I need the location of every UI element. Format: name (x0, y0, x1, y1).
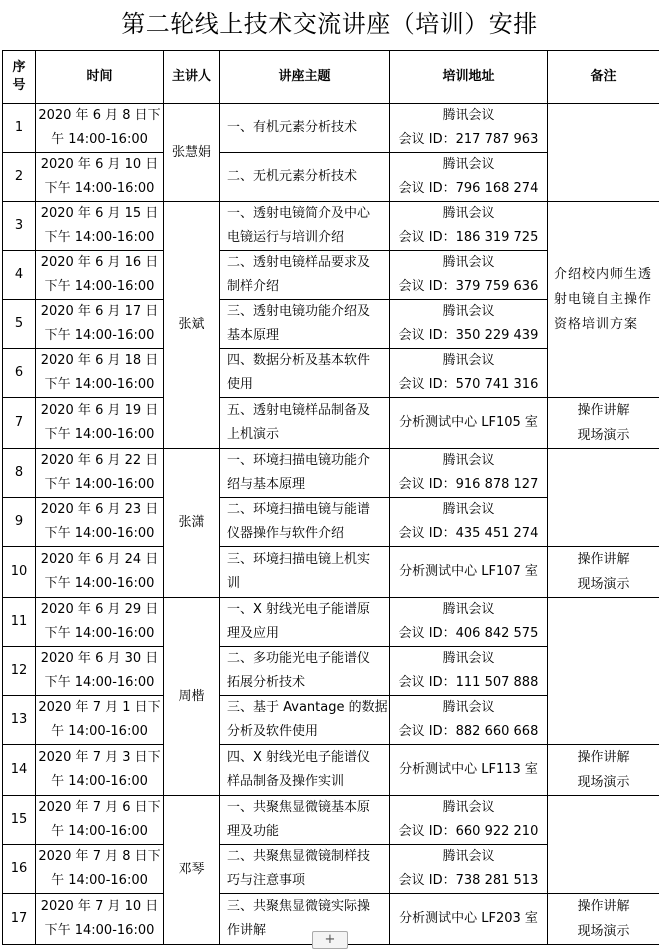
row-note: 操作讲解现场演示 (548, 547, 659, 598)
row-lecturer: 张慧娟 (164, 104, 220, 202)
row-time (36, 696, 164, 745)
row-time (36, 845, 164, 894)
row-number: 8 (3, 449, 36, 498)
header-topic: 讲座主题 (220, 51, 390, 104)
header-no (3, 51, 36, 104)
row-topic (220, 349, 390, 398)
row-topic-line-1: 二、共聚焦显微镜制样技 (227, 849, 371, 864)
row-number: 13 (3, 696, 36, 745)
row-location-line-1: 腾讯会议 (442, 304, 495, 319)
row-location-line-2: 会议 ID：350 229 439 (398, 328, 539, 343)
row-location-line-2: 会议 ID：406 842 575 (398, 626, 539, 641)
row-location-line-1: 腾讯会议 (442, 157, 495, 172)
row-location-line-1: 腾讯会议 (442, 353, 495, 368)
row-time-line-1: 2020 年 6 月 29 日 (40, 602, 159, 617)
row-topic (220, 104, 390, 153)
row-time (36, 796, 164, 845)
row-time (36, 598, 164, 647)
row-location-line-2: 会议 ID：570 741 316 (398, 377, 539, 392)
row-time-line-2: 午 14:00-16:00 (51, 873, 148, 888)
row-topic-line-1: 三、透射电镜功能介绍及 (227, 304, 371, 319)
row-time-line-2: 午 14:00-16:00 (51, 724, 148, 739)
row-time (36, 153, 164, 202)
row-topic (220, 153, 390, 202)
row-location (390, 104, 548, 153)
row-location-line-2: 会议 ID：660 922 210 (398, 824, 539, 839)
row-topic (220, 398, 390, 449)
row-time-line-2: 下午 14:00-16:00 (44, 328, 155, 343)
row-topic-line-2: 电镜运行与培训介绍 (227, 230, 345, 245)
row-note: 操作讲解现场演示 (548, 398, 659, 449)
row-location-line-2: 会议 ID：916 878 127 (398, 477, 539, 492)
row-time (36, 647, 164, 696)
row-location-line-1: 腾讯会议 (442, 453, 495, 468)
row-time-line-2: 下午 14:00-16:00 (44, 675, 155, 690)
row-location (390, 745, 548, 796)
table-row (3, 104, 659, 153)
row-topic-line-1: 四、数据分析及基本软件 (227, 353, 371, 368)
table-row (3, 449, 659, 498)
table-row (3, 202, 659, 251)
row-topic-line-1: 一、有机元素分析技术 (227, 120, 358, 135)
row-time-line-1: 2020 年 7 月 10 日 (40, 899, 159, 914)
row-topic-line-1: 四、X 射线光电子能谱仪 (227, 750, 371, 765)
row-topic (220, 300, 390, 349)
row-time (36, 349, 164, 398)
row-topic-line-2: 使用 (227, 377, 254, 392)
row-topic-line-2: 理及功能 (227, 824, 280, 839)
row-location-line-2: 会议 ID：738 281 513 (398, 873, 539, 888)
row-location-line-2: 会议 ID：379 759 636 (398, 279, 539, 294)
row-location (390, 449, 548, 498)
row-lecturer: 邓琴 (164, 796, 220, 945)
row-number: 4 (3, 251, 36, 300)
row-time-line-2: 午 14:00-16:00 (51, 132, 148, 147)
row-number: 2 (3, 153, 36, 202)
row-number: 5 (3, 300, 36, 349)
row-topic (220, 796, 390, 845)
row-time-line-1: 2020 年 7 月 3 日下 (38, 750, 161, 765)
row-topic (220, 696, 390, 745)
row-topic-line-2: 训 (227, 576, 241, 591)
row-note (548, 598, 659, 745)
row-location-line-1: 分析测试中心 LF203 室 (399, 911, 538, 926)
row-location-line-1: 腾讯会议 (442, 800, 495, 815)
row-location (390, 349, 548, 398)
page-title: 第二轮线上技术交流讲座（培训）安排 (121, 10, 538, 38)
row-topic (220, 894, 390, 945)
row-location-line-1: 分析测试中心 LF107 室 (399, 564, 538, 579)
row-time (36, 547, 164, 598)
row-number: 10 (3, 547, 36, 598)
row-number: 15 (3, 796, 36, 845)
row-time-line-1: 2020 年 6 月 15 日 (40, 206, 159, 221)
row-location-line-2: 会议 ID：435 451 274 (398, 526, 539, 541)
row-topic-line-2: 绍与基本原理 (227, 477, 306, 492)
row-topic (220, 745, 390, 796)
schedule-body (3, 104, 659, 945)
row-location-line-1: 分析测试中心 LF105 室 (399, 415, 538, 430)
header-lecturer: 主讲人 (164, 51, 220, 104)
row-note: 操作讲解现场演示 (548, 894, 659, 945)
row-location-line-2: 会议 ID：186 319 725 (398, 230, 539, 245)
row-topic-line-2: 上机演示 (227, 427, 280, 442)
row-topic-line-2: 基本原理 (227, 328, 280, 343)
row-time-line-1: 2020 年 6 月 10 日 (40, 157, 159, 172)
row-location-line-1: 腾讯会议 (442, 602, 495, 617)
row-location (390, 153, 548, 202)
row-note (548, 104, 659, 202)
header-row (3, 51, 659, 104)
add-button[interactable]: + (312, 931, 348, 949)
row-note: 操作讲解现场演示 (548, 745, 659, 796)
row-time-line-1: 2020 年 7 月 6 日下 (38, 800, 161, 815)
row-time-line-2: 午 14:00-16:00 (51, 824, 148, 839)
row-location-line-2: 会议 ID：796 168 274 (398, 181, 539, 196)
row-time-line-1: 2020 年 6 月 16 日 (40, 255, 159, 270)
row-topic-line-1: 一、环境扫描电镜功能介 (227, 453, 371, 468)
row-location (390, 845, 548, 894)
row-topic-line-1: 三、环境扫描电镜上机实 (227, 552, 371, 567)
row-time-line-1: 2020 年 7 月 8 日下 (38, 849, 161, 864)
row-location (390, 894, 548, 945)
row-time-line-1: 2020 年 6 月 30 日 (40, 651, 159, 666)
row-topic (220, 647, 390, 696)
row-topic-line-2: 拓展分析技术 (227, 675, 306, 690)
row-location (390, 547, 548, 598)
header-location: 培训地址 (390, 51, 548, 104)
row-topic (220, 449, 390, 498)
row-number: 12 (3, 647, 36, 696)
row-topic-line-2: 作讲解 (227, 923, 267, 938)
header-time: 时间 (36, 51, 164, 104)
row-lecturer: 周楷 (164, 598, 220, 796)
header-note: 备注 (548, 51, 659, 104)
row-time-line-2: 下午 14:00-16:00 (44, 626, 155, 641)
row-time-line-2: 下午 14:00-16:00 (44, 477, 155, 492)
row-time (36, 300, 164, 349)
row-time (36, 745, 164, 796)
row-number: 7 (3, 398, 36, 449)
table-row (3, 796, 659, 845)
row-topic-line-1: 三、共聚焦显微镜实际操 (227, 899, 371, 914)
row-topic-line-1: 二、环境扫描电镜与能谱 (227, 502, 371, 517)
row-topic-line-1: 二、多功能光电子能谱仪 (227, 651, 371, 666)
row-topic-line-1: 二、无机元素分析技术 (227, 169, 358, 184)
row-time (36, 894, 164, 945)
row-location-line-2: 会议 ID：111 507 888 (398, 675, 539, 690)
row-time-line-2: 下午 14:00-16:00 (44, 526, 155, 541)
row-number: 11 (3, 598, 36, 647)
row-number: 17 (3, 894, 36, 945)
row-number: 16 (3, 845, 36, 894)
row-time (36, 498, 164, 547)
row-number: 6 (3, 349, 36, 398)
row-topic (220, 845, 390, 894)
row-topic-line-1: 二、透射电镜样品要求及 (227, 255, 371, 270)
row-topic-line-1: 一、共聚焦显微镜基本原 (227, 800, 371, 815)
row-location (390, 696, 548, 745)
row-location (390, 202, 548, 251)
row-location (390, 300, 548, 349)
row-time (36, 398, 164, 449)
row-topic-line-2: 理及应用 (227, 626, 280, 641)
row-number: 14 (3, 745, 36, 796)
header-no-label: 序号 (12, 60, 26, 93)
row-note (548, 796, 659, 894)
row-topic-line-2: 制样介绍 (227, 279, 280, 294)
row-time (36, 251, 164, 300)
row-location (390, 251, 548, 300)
row-location-line-1: 分析测试中心 LF113 室 (399, 762, 538, 777)
table-row (3, 745, 659, 796)
row-lecturer: 张潇 (164, 449, 220, 598)
row-topic-line-2: 分析及软件使用 (227, 724, 319, 739)
row-time-line-2: 下午 14:00-16:00 (44, 279, 155, 294)
row-topic-line-2: 样品制备及操作实训 (227, 774, 345, 789)
row-location-line-1: 腾讯会议 (442, 206, 495, 221)
row-location-line-1: 腾讯会议 (442, 849, 495, 864)
row-time-line-2: 下午 14:00-16:00 (44, 230, 155, 245)
row-time-line-1: 2020 年 7 月 1 日下 (38, 700, 161, 715)
table-row (3, 598, 659, 647)
row-topic-line-2: 巧与注意事项 (227, 873, 306, 888)
row-topic (220, 598, 390, 647)
row-number: 3 (3, 202, 36, 251)
row-topic-line-1: 一、透射电镜简介及中心 (227, 206, 371, 221)
table-row (3, 398, 659, 449)
row-time-line-1: 2020 年 6 月 17 日 (40, 304, 159, 319)
row-location (390, 398, 548, 449)
row-topic (220, 498, 390, 547)
row-location (390, 598, 548, 647)
row-time-line-2: 下午 14:00-16:00 (44, 181, 155, 196)
row-topic (220, 251, 390, 300)
row-topic-line-1: 五、透射电镜样品制备及 (227, 403, 371, 418)
schedule-table (2, 50, 659, 945)
row-time-line-2: 下午 14:00-16:00 (44, 923, 155, 938)
table-row (3, 547, 659, 598)
row-time (36, 104, 164, 153)
row-time-line-2: 午 14:00-16:00 (51, 774, 148, 789)
row-time-line-1: 2020 年 6 月 24 日 (40, 552, 159, 567)
row-location (390, 647, 548, 696)
row-time-line-1: 2020 年 6 月 18 日 (40, 353, 159, 368)
row-location-line-1: 腾讯会议 (442, 651, 495, 666)
row-location-line-1: 腾讯会议 (442, 502, 495, 517)
row-note (548, 449, 659, 547)
row-time-line-1: 2020 年 6 月 19 日 (40, 403, 159, 418)
row-time-line-2: 下午 14:00-16:00 (44, 377, 155, 392)
row-topic (220, 547, 390, 598)
row-location-line-2: 会议 ID：217 787 963 (398, 132, 539, 147)
row-location-line-1: 腾讯会议 (442, 108, 495, 123)
row-location-line-2: 会议 ID：882 660 668 (398, 724, 539, 739)
row-location (390, 796, 548, 845)
row-topic-line-1: 三、基于 Avantage 的数据 (227, 700, 388, 715)
row-number: 9 (3, 498, 36, 547)
row-location-line-1: 腾讯会议 (442, 255, 495, 270)
row-time-line-1: 2020 年 6 月 23 日 (40, 502, 159, 517)
row-time (36, 449, 164, 498)
row-location-line-1: 腾讯会议 (442, 700, 495, 715)
row-topic-line-1: 一、X 射线光电子能谱原 (227, 602, 371, 617)
row-time-line-1: 2020 年 6 月 22 日 (40, 453, 159, 468)
row-time-line-2: 下午 14:00-16:00 (44, 427, 155, 442)
row-note: 介绍校内师生透射电镜自主操作资格培训方案 (548, 202, 659, 398)
row-time-line-1: 2020 年 6 月 8 日下 (38, 108, 161, 123)
row-location (390, 498, 548, 547)
row-time-line-2: 下午 14:00-16:00 (44, 576, 155, 591)
row-number: 1 (3, 104, 36, 153)
row-topic (220, 202, 390, 251)
row-topic-line-2: 仪器操作与软件介绍 (227, 526, 345, 541)
row-lecturer: 张斌 (164, 202, 220, 449)
row-time (36, 202, 164, 251)
